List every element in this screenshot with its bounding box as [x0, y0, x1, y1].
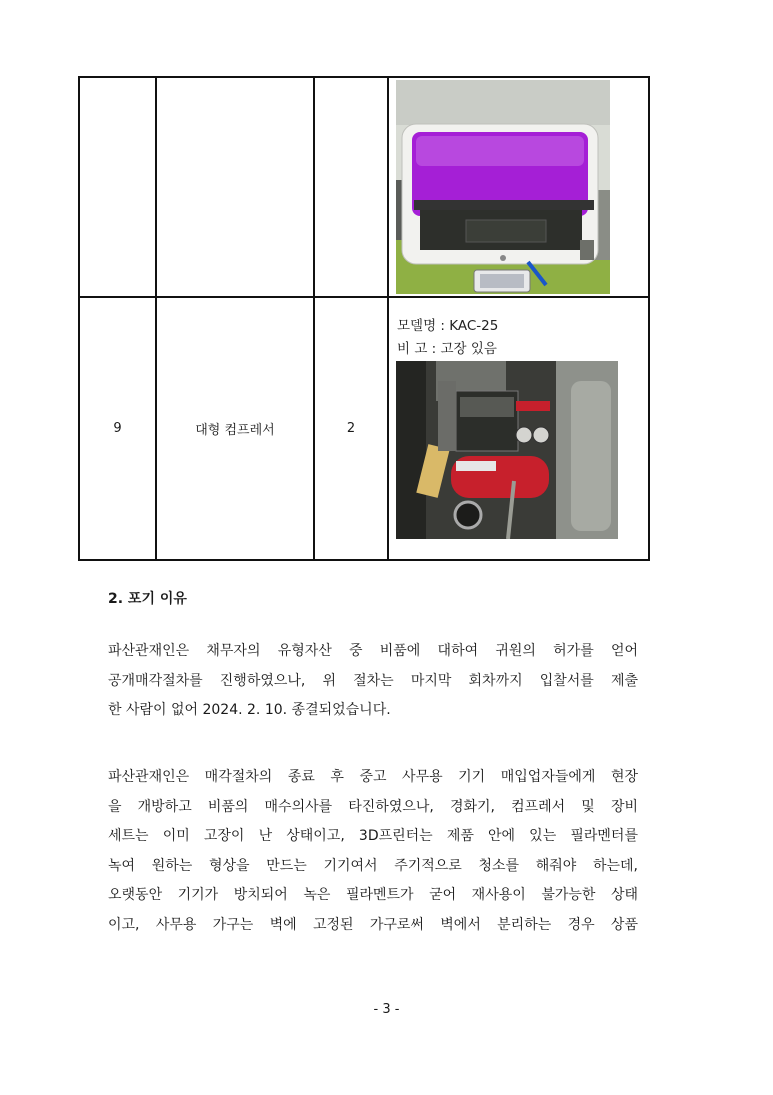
table-row [79, 297, 649, 560]
paragraph-line: 공개매각절차를 진행하였으나, 위 절차는 마지막 회차까지 입찰서를 제출 [108, 672, 638, 689]
paragraph-line: 녹여 원하는 형상을 만드는 기기여서 주기적으로 청소를 해줘야 하는데, [108, 857, 638, 874]
paragraph-1 [108, 637, 638, 726]
page-number: - 3 - [373, 1002, 400, 1017]
paragraph-line: 을 개방하고 비품의 매수의사를 타진하였으나, 경화기, 컴프레서 및 장비 [108, 798, 638, 815]
cell-qty: 2 [314, 297, 388, 560]
cell-qty [314, 77, 388, 297]
paragraph-line: 세트는 이미 고장이 난 상태이고, 3D프린터는 제품 안에 있는 필라멘터를 [108, 828, 638, 844]
cell-name: 대형 컴프레서 [156, 297, 314, 560]
model-name-line: 모델명 : KAC-25 [397, 318, 499, 334]
paragraph-line: 이고, 사무용 가구는 벽에 고정된 가구로써 벽에서 분리하는 경우 상품 [108, 916, 638, 933]
section-title: 2. 포기 이유 [108, 591, 187, 607]
paragraph-line: 오랫동안 기기가 방치되어 녹은 필라멘트가 굳어 재사용이 불가능한 상태 [108, 887, 638, 903]
paragraph-line: 파산관재인은 채무자의 유형자산 중 비품에 대하여 귀원의 허가를 얻어 [108, 643, 638, 659]
cell-name [156, 77, 314, 297]
asset-table [78, 76, 650, 561]
cell-photo [388, 297, 649, 560]
compressor-photo [396, 361, 618, 539]
paragraph-line: 한 사람이 없어 2024. 2. 10. 종결되었습니다. [108, 702, 391, 718]
cell-no: 9 [79, 297, 156, 560]
remark-line: 비 고 : 고장 있음 [397, 341, 497, 357]
cell-photo [388, 77, 649, 297]
paragraph-line: 파산관재인은 매각절차의 종료 후 중고 사무용 기기 매입업자들에게 현장 [108, 769, 638, 785]
table-row [79, 77, 649, 297]
uv-curing-machine-photo [396, 80, 610, 294]
paragraph-2 [108, 763, 638, 940]
cell-no [79, 77, 156, 297]
